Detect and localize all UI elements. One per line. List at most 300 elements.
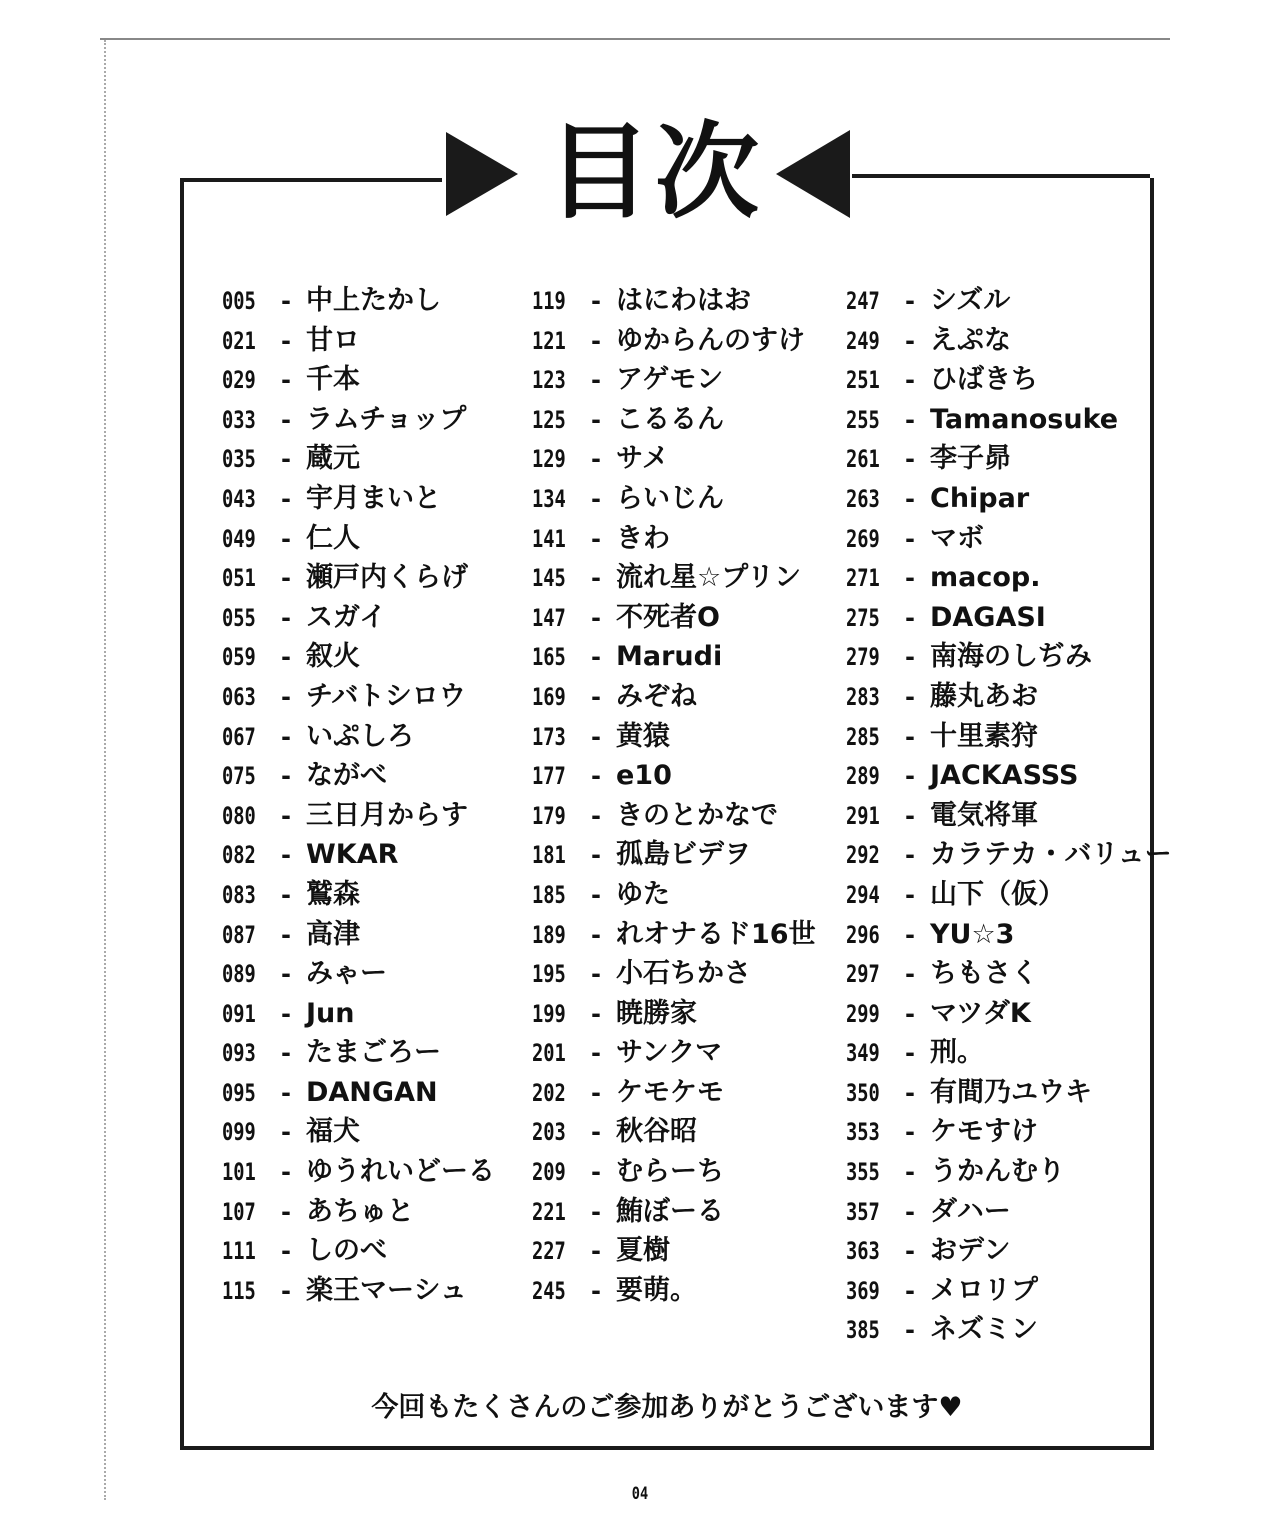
toc-entry — [846, 1192, 1136, 1232]
toc-separator: - — [591, 405, 601, 434]
toc-separator: - — [905, 524, 915, 553]
toc-separator: - — [591, 564, 601, 593]
toc-page-number: 119 — [532, 287, 566, 315]
right-pointing-triangle-icon — [446, 132, 518, 216]
toc-entry — [846, 1231, 1136, 1271]
toc-author-name: 甘ロ — [306, 324, 360, 356]
toc-entry — [846, 439, 1136, 479]
toc-entry — [532, 915, 832, 955]
toc-page-number: 067 — [222, 722, 256, 751]
toc-entry — [532, 281, 832, 321]
toc-entry — [532, 677, 832, 717]
toc-separator: - — [281, 682, 291, 711]
toc-separator: - — [905, 920, 915, 949]
toc-author-name: きのとかなで — [616, 799, 778, 831]
toc-entry — [532, 598, 832, 638]
toc-separator: - — [281, 326, 291, 355]
toc-author-name: 中上たかし — [306, 285, 441, 316]
toc-page-number: 263 — [846, 484, 880, 513]
toc-separator: - — [281, 484, 291, 513]
toc-page-number: 363 — [846, 1237, 880, 1266]
toc-entry — [532, 479, 832, 519]
toc-separator: - — [281, 405, 291, 434]
toc-entry — [222, 717, 522, 757]
toc-separator: - — [905, 287, 915, 315]
toc-entry — [846, 558, 1136, 598]
toc-entry — [846, 875, 1136, 915]
scan-edge-left — [104, 40, 108, 1500]
toc-entry — [222, 637, 522, 677]
toc-page-number: 291 — [846, 801, 880, 830]
page-number: 04 — [631, 1484, 649, 1504]
toc-author-name: ダハー — [930, 1195, 1011, 1227]
toc-separator: - — [905, 1039, 915, 1068]
toc-entry — [532, 519, 832, 559]
toc-entry — [846, 835, 1172, 875]
thanks-message: 今回もたくさんのご参加ありがとうございます♥ — [371, 1392, 963, 1423]
toc-entry — [846, 1112, 1136, 1152]
toc-author-name: YU☆3 — [930, 918, 1015, 950]
toc-author-name: メロリプ — [930, 1274, 1038, 1306]
toc-separator: - — [281, 524, 291, 553]
toc-author-name: アゲモン — [616, 364, 724, 396]
toc-author-name: いぷしろ — [306, 720, 414, 752]
toc-separator: - — [591, 960, 601, 989]
toc-entry — [222, 796, 522, 836]
toc-page-number: 075 — [222, 762, 256, 791]
toc-author-name: macop. — [930, 562, 1041, 594]
toc-page-number: 089 — [222, 960, 256, 989]
toc-separator: - — [905, 366, 915, 395]
toc-page-number: 247 — [846, 287, 880, 315]
toc-author-name: Marudi — [616, 641, 723, 673]
toc-page-number: 349 — [846, 1039, 880, 1068]
toc-author-name: えぷな — [930, 324, 1011, 356]
toc-separator: - — [905, 880, 915, 909]
toc-separator: - — [905, 1237, 915, 1266]
toc-separator: - — [905, 445, 915, 474]
toc-entry — [846, 994, 1136, 1034]
toc-separator: - — [281, 722, 291, 751]
scan-edge-top — [100, 38, 1170, 40]
toc-separator: - — [905, 643, 915, 672]
toc-entry — [532, 360, 832, 400]
toc-author-name: 秋谷昭 — [616, 1116, 697, 1148]
toc-entry — [222, 994, 522, 1034]
toc-separator: - — [591, 445, 601, 474]
toc-entry — [532, 637, 832, 677]
toc-author-name: Tamanosuke — [930, 403, 1119, 435]
toc-entry — [532, 558, 832, 598]
toc-separator: - — [905, 841, 915, 870]
toc-separator: - — [281, 1158, 291, 1187]
toc-separator: - — [591, 1197, 601, 1226]
toc-separator: - — [905, 999, 915, 1028]
toc-page-number: 297 — [846, 960, 880, 989]
toc-separator: - — [905, 405, 915, 434]
toc-entry — [532, 954, 832, 994]
toc-author-name: 南海のしぢみ — [930, 641, 1092, 673]
toc-author-name: 楽王マーシュ — [306, 1274, 467, 1306]
toc-entry — [846, 637, 1136, 677]
toc-page-number: 033 — [222, 405, 256, 434]
toc-entry — [846, 1073, 1136, 1113]
toc-entry — [222, 558, 522, 598]
toc-separator: - — [281, 366, 291, 395]
toc-author-name: 福犬 — [306, 1116, 360, 1148]
toc-separator: - — [905, 722, 915, 751]
toc-entry — [222, 835, 522, 875]
toc-entry — [222, 1192, 522, 1232]
toc-author-name: ラムチョップ — [306, 403, 467, 435]
toc-page-number: 227 — [532, 1237, 566, 1266]
toc-author-name: あちゅと — [306, 1195, 414, 1227]
toc-page-number: 145 — [532, 564, 566, 593]
toc-entry — [222, 915, 522, 955]
toc-page-number: 275 — [846, 603, 880, 632]
toc-entry — [846, 321, 1136, 361]
toc-separator: - — [281, 960, 291, 989]
toc-page-number: 063 — [222, 682, 256, 711]
toc-entry — [532, 1033, 832, 1073]
toc-column-3 — [846, 281, 1172, 1350]
toc-author-name: カラテカ・バリュー — [930, 839, 1172, 871]
toc-entry — [532, 400, 832, 440]
toc-page-number: 292 — [846, 841, 880, 870]
toc-page-number: 251 — [846, 366, 880, 395]
toc-author-name: 叙火 — [306, 641, 360, 673]
toc-page-number: 147 — [532, 603, 566, 632]
toc-author-name: 孤島ビデヲ — [616, 839, 751, 871]
toc-page-number: 005 — [222, 287, 256, 315]
toc-author-name: 三日月からす — [306, 799, 468, 831]
toc-separator: - — [905, 1197, 915, 1226]
toc-separator: - — [591, 1158, 601, 1187]
toc-entry — [222, 1152, 522, 1192]
toc-page-number: 255 — [846, 405, 880, 434]
toc-entry — [222, 1033, 522, 1073]
toc-page-number: 369 — [846, 1276, 880, 1305]
toc-separator: - — [591, 762, 601, 791]
toc-author-name: ゆた — [616, 878, 670, 910]
toc-separator: - — [591, 1276, 601, 1305]
toc-page-number: 181 — [532, 841, 566, 870]
toc-author-name: 千本 — [306, 364, 360, 396]
toc-separator: - — [281, 1237, 291, 1266]
toc-separator: - — [281, 1276, 291, 1305]
toc-page-number: 269 — [846, 524, 880, 553]
toc-author-name: 宇月まいと — [306, 482, 441, 514]
toc-separator: - — [281, 287, 291, 315]
toc-separator: - — [905, 564, 915, 593]
toc-page-number: 185 — [532, 880, 566, 909]
toc-page-number: 189 — [532, 920, 566, 949]
toc-author-name: ネズミン — [930, 1314, 1038, 1346]
toc-page-number: 035 — [222, 445, 256, 474]
toc-author-name: きわ — [616, 522, 670, 554]
toc-author-name: たまごろー — [306, 1037, 441, 1069]
toc-author-name: 要萌。 — [616, 1274, 697, 1306]
toc-separator: - — [591, 999, 601, 1028]
toc-author-name: ゆうれいどーる — [306, 1156, 495, 1188]
toc-separator: - — [591, 1237, 601, 1266]
toc-author-name: e10 — [616, 760, 672, 792]
toc-author-name: 小石ちかさ — [616, 958, 751, 990]
toc-page-number: 115 — [222, 1276, 256, 1305]
toc-author-name: こるるん — [616, 403, 724, 435]
toc-author-name: 有間乃ユウキ — [930, 1076, 1092, 1108]
toc-entry — [222, 677, 522, 717]
toc-page-number: 059 — [222, 643, 256, 672]
toc-separator: - — [905, 762, 915, 791]
toc-entry — [532, 439, 832, 479]
toc-page-number: 271 — [846, 564, 880, 593]
toc-author-name: 電気将軍 — [930, 799, 1038, 831]
toc-page-number: 285 — [846, 722, 880, 751]
toc-author-name: ケモすけ — [930, 1116, 1038, 1148]
toc-separator: - — [591, 1118, 601, 1147]
toc-separator: - — [905, 960, 915, 989]
toc-separator: - — [591, 1039, 601, 1068]
toc-page-number: 083 — [222, 880, 256, 909]
toc-entry — [532, 875, 832, 915]
toc-entry — [846, 400, 1136, 440]
toc-author-name: サンクマ — [616, 1037, 723, 1069]
toc-entry — [532, 1192, 832, 1232]
toc-page-number: 294 — [846, 880, 880, 909]
toc-entry — [222, 954, 522, 994]
toc-author-name: DANGAN — [306, 1076, 438, 1108]
toc-entry — [846, 479, 1136, 519]
toc-entry — [846, 1033, 1136, 1073]
toc-author-name: らいじん — [616, 482, 724, 514]
toc-author-name: 夏樹 — [616, 1235, 670, 1267]
toc-author-name: JACKASSS — [930, 760, 1079, 792]
toc-separator: - — [591, 366, 601, 395]
toc-entry — [532, 1231, 832, 1271]
toc-separator: - — [281, 1078, 291, 1107]
toc-author-name: 黄猿 — [616, 720, 670, 752]
toc-entry — [222, 519, 522, 559]
toc-separator: - — [905, 1078, 915, 1107]
toc-page-number: 353 — [846, 1118, 880, 1147]
toc-entry — [846, 1310, 1136, 1350]
toc-entry — [846, 796, 1136, 836]
toc-page-number: 121 — [532, 326, 566, 355]
toc-separator: - — [591, 643, 601, 672]
toc-separator: - — [591, 722, 601, 751]
toc-page-number: 169 — [532, 682, 566, 711]
toc-entry — [532, 1152, 832, 1192]
toc-separator: - — [281, 841, 291, 870]
toc-page-number: 080 — [222, 801, 256, 830]
toc-page-number: 082 — [222, 841, 256, 870]
toc-separator: - — [281, 880, 291, 909]
toc-separator: - — [281, 762, 291, 791]
toc-separator: - — [591, 880, 601, 909]
toc-separator: - — [281, 1118, 291, 1147]
toc-separator: - — [281, 920, 291, 949]
toc-page-number: 029 — [222, 366, 256, 395]
toc-page-number: 101 — [222, 1158, 256, 1187]
toc-author-name: 李子昴 — [930, 443, 1011, 475]
toc-entry — [222, 1271, 522, 1311]
toc-entry — [846, 1271, 1136, 1311]
toc-author-name: ちもさく — [930, 958, 1038, 990]
toc-entry — [532, 835, 832, 875]
toc-page-number: 099 — [222, 1118, 256, 1147]
toc-separator: - — [591, 603, 601, 632]
toc-separator: - — [905, 326, 915, 355]
toc-entry — [222, 281, 522, 321]
toc-author-name: 暁勝家 — [616, 997, 697, 1029]
toc-author-name: 山下（仮） — [930, 878, 1065, 910]
toc-page-number: 209 — [532, 1158, 566, 1187]
toc-separator: - — [905, 484, 915, 513]
toc-page-number: 141 — [532, 524, 566, 553]
toc-page-number: 051 — [222, 564, 256, 593]
toc-page-number: 049 — [222, 524, 256, 553]
toc-page-number: 199 — [532, 999, 566, 1028]
toc-page-number: 203 — [532, 1118, 566, 1147]
toc-page-number: 129 — [532, 445, 566, 474]
toc-page-number: 289 — [846, 762, 880, 791]
toc-entry — [846, 360, 1136, 400]
toc-separator: - — [905, 1118, 915, 1147]
toc-entry — [222, 756, 522, 796]
toc-separator: - — [591, 524, 601, 553]
toc-page-number: 173 — [532, 722, 566, 751]
toc-author-name: 流れ星☆プリン — [616, 562, 802, 594]
toc-author-name: おデン — [930, 1235, 1011, 1267]
toc-page-number: 350 — [846, 1078, 880, 1107]
toc-entry — [222, 598, 522, 638]
toc-author-name: チバトシロウ — [306, 680, 466, 712]
toc-separator: - — [591, 1078, 601, 1107]
toc-page-number: 299 — [846, 999, 880, 1028]
toc-entry — [222, 400, 522, 440]
toc-page-number: 111 — [222, 1237, 256, 1266]
toc-author-name: シズル — [930, 285, 1011, 316]
toc-page-number: 134 — [532, 484, 566, 513]
toc-author-name: 十里素狩 — [930, 720, 1038, 752]
toc-entry — [532, 717, 832, 757]
toc-separator: - — [905, 1316, 915, 1345]
toc-entry — [532, 796, 832, 836]
toc-page-number: 385 — [846, 1316, 880, 1345]
toc-entry — [846, 717, 1136, 757]
toc-separator: - — [281, 999, 291, 1028]
toc-author-name: マツダK — [930, 997, 1031, 1029]
toc-page-number: 021 — [222, 326, 256, 355]
toc-page-number: 095 — [222, 1078, 256, 1107]
toc-page-number: 357 — [846, 1197, 880, 1226]
toc-author-name: Chipar — [930, 482, 1030, 514]
toc-author-name: しのべ — [306, 1235, 387, 1267]
toc-entry — [846, 954, 1136, 994]
toc-author-name: 鮪ぼーる — [616, 1195, 724, 1227]
toc-separator: - — [591, 682, 601, 711]
toc-separator: - — [281, 603, 291, 632]
toc-separator: - — [281, 801, 291, 830]
toc-author-name: ゆからんのすけ — [616, 324, 805, 356]
toc-page-number: 087 — [222, 920, 256, 949]
toc-separator: - — [905, 801, 915, 830]
toc-page-number: 125 — [532, 405, 566, 434]
toc-entry — [222, 479, 522, 519]
toc-column-1 — [222, 281, 522, 1310]
toc-entry — [532, 756, 832, 796]
toc-separator: - — [281, 564, 291, 593]
toc-separator: - — [905, 682, 915, 711]
toc-page-number: 093 — [222, 1039, 256, 1068]
toc-author-name: 仁人 — [306, 522, 360, 554]
toc-entry — [222, 321, 522, 361]
toc-author-name: 刑。 — [930, 1037, 984, 1069]
toc-entry — [222, 875, 522, 915]
toc-author-name: ケモケモ — [616, 1076, 724, 1108]
toc-entry — [222, 1073, 522, 1113]
toc-author-name: れオナるド16世 — [616, 918, 816, 950]
toc-author-name: むらーち — [616, 1156, 724, 1188]
toc-entry — [222, 439, 522, 479]
toc-separator: - — [281, 1039, 291, 1068]
toc-page-number: 283 — [846, 682, 880, 711]
toc-entry — [532, 1112, 832, 1152]
toc-separator: - — [591, 326, 601, 355]
toc-author-name: みゃー — [306, 958, 387, 990]
page-title: 目次 — [546, 111, 763, 233]
toc-author-name: DAGASI — [930, 601, 1046, 633]
toc-author-name: みぞね — [616, 680, 697, 712]
toc-separator: - — [905, 1158, 915, 1187]
toc-entry — [846, 519, 1136, 559]
left-pointing-triangle-icon — [776, 130, 850, 218]
toc-author-name: Jun — [306, 997, 355, 1029]
toc-author-name: 藤丸あお — [930, 680, 1038, 712]
toc-author-name: はにわはお — [616, 285, 751, 316]
toc-author-name: 不死者O — [616, 601, 720, 633]
toc-separator: - — [591, 920, 601, 949]
toc-separator: - — [281, 445, 291, 474]
toc-separator: - — [591, 841, 601, 870]
toc-page-number: 179 — [532, 801, 566, 830]
toc-author-name: WKAR — [306, 839, 399, 871]
toc-author-name: 高津 — [306, 918, 360, 950]
toc-separator: - — [281, 1197, 291, 1226]
toc-separator: - — [905, 603, 915, 632]
toc-author-name: 鷲森 — [306, 878, 360, 910]
toc-separator: - — [905, 1276, 915, 1305]
toc-separator: - — [591, 287, 601, 315]
toc-entry — [222, 1231, 522, 1271]
toc-entry — [846, 756, 1136, 796]
toc-author-name: 瀬戸内くらげ — [306, 562, 468, 594]
toc-author-name: サメ — [616, 443, 669, 475]
toc-page-number: 221 — [532, 1197, 566, 1226]
toc-page-number: 202 — [532, 1078, 566, 1107]
toc-page-number: 245 — [532, 1276, 566, 1305]
frame-top-left-rule — [180, 178, 442, 182]
toc-separator: - — [591, 484, 601, 513]
toc-author-name: マボ — [930, 522, 984, 554]
toc-author-name: ながべ — [306, 760, 387, 792]
toc-separator: - — [281, 643, 291, 672]
toc-entry — [222, 1112, 522, 1152]
toc-entry — [846, 281, 1136, 321]
toc-entry — [222, 360, 522, 400]
toc-page-number: 123 — [532, 366, 566, 395]
